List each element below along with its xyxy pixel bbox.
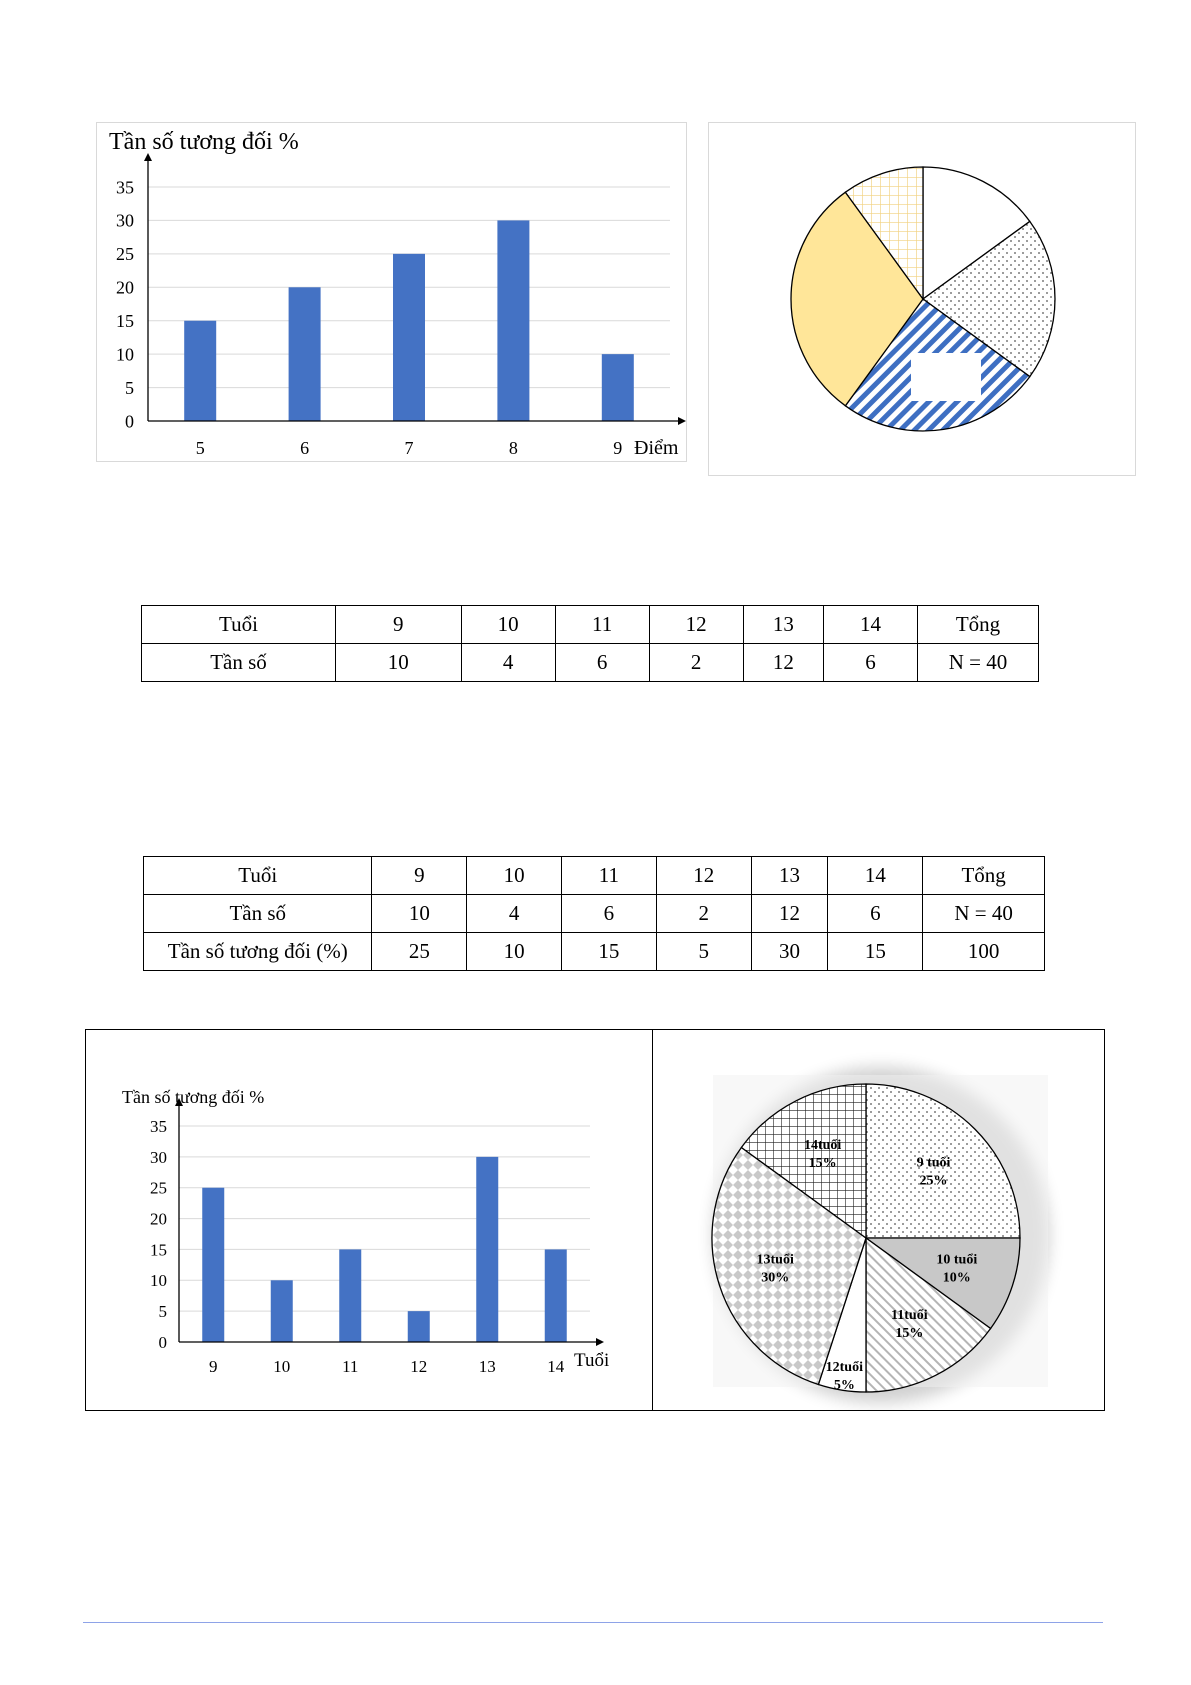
bar xyxy=(408,1311,430,1342)
slice-percent: 15% xyxy=(895,1326,924,1342)
table-cell: 10 xyxy=(335,644,461,682)
bar xyxy=(393,254,425,421)
y-tick-label: 15 xyxy=(116,311,134,332)
table-cell: 9 xyxy=(335,606,461,644)
slice-label: 9 tuổi xyxy=(916,1155,951,1171)
y-tick-label: 20 xyxy=(116,277,134,298)
table-cell: 11 xyxy=(562,857,657,895)
pie-chart-scores xyxy=(709,123,1135,475)
footer-rule xyxy=(83,1622,1103,1623)
x-tick-label: 8 xyxy=(508,438,518,458)
row-header-cell: Tần số tương đối (%) xyxy=(144,933,372,971)
x-tick-label: 14 xyxy=(547,1357,565,1376)
table-cell: 15 xyxy=(828,933,923,971)
table-cell: Tổng xyxy=(923,857,1045,895)
bar xyxy=(289,287,321,421)
x-tick-label: 9 xyxy=(613,438,623,458)
table-cell: 4 xyxy=(461,644,555,682)
row-header-cell: Tuổi xyxy=(142,606,336,644)
x-tick-label: 10 xyxy=(273,1357,291,1376)
table-row xyxy=(144,857,1045,895)
y-tick-label: 10 xyxy=(150,1271,167,1291)
bar xyxy=(476,1157,498,1342)
slice-label: 10 tuổi xyxy=(936,1252,978,1268)
table-cell: 30 xyxy=(751,933,828,971)
chart-title: Tần số tương đối % xyxy=(109,129,299,155)
table-cell: 12 xyxy=(656,857,751,895)
y-tick-label: 35 xyxy=(116,177,134,198)
y-tick-label: 15 xyxy=(150,1240,167,1260)
y-tick-label: 30 xyxy=(116,210,134,231)
table-row xyxy=(142,606,1039,644)
table-cell: 11 xyxy=(555,606,649,644)
slice-label: 14tuổi xyxy=(803,1137,842,1153)
table-cell: 12 xyxy=(649,606,743,644)
relative-frequency-table xyxy=(143,856,1045,971)
slice-label: 11tuổi xyxy=(891,1308,928,1324)
row-header-cell: Tần số xyxy=(144,895,372,933)
y-tick-label: 35 xyxy=(150,1116,167,1136)
table-cell: 2 xyxy=(656,895,751,933)
table-cell: N = 40 xyxy=(917,644,1038,682)
table-row xyxy=(144,895,1045,933)
x-tick-label: 6 xyxy=(300,438,310,458)
y-tick-label: 25 xyxy=(150,1178,167,1198)
table-cell: 12 xyxy=(751,895,828,933)
y-tick-label: 25 xyxy=(116,244,134,265)
x-tick-label: 11 xyxy=(342,1357,359,1376)
bar xyxy=(497,220,529,421)
bar-chart-scores xyxy=(97,123,686,461)
table-cell: 5 xyxy=(656,933,751,971)
row-header-cell: Tuổi xyxy=(144,857,372,895)
table-cell: 6 xyxy=(555,644,649,682)
slice-percent: 15% xyxy=(808,1155,837,1171)
slice-percent: 5% xyxy=(833,1377,855,1393)
slice-label: 12tuổi xyxy=(825,1359,863,1375)
row-header-cell: Tần số xyxy=(142,644,336,682)
bar xyxy=(184,321,216,421)
table-cell: 9 xyxy=(372,857,467,895)
x-tick-label: 7 xyxy=(404,438,414,458)
y-tick-label: 30 xyxy=(150,1147,167,1167)
table-cell: Tổng xyxy=(917,606,1038,644)
x-axis-label: Tuổi xyxy=(574,1350,610,1371)
table-cell: 100 xyxy=(923,933,1045,971)
table-row xyxy=(144,933,1045,971)
slice-percent: 10% xyxy=(942,1270,971,1286)
y-tick-label: 5 xyxy=(158,1302,167,1322)
x-tick-label: 12 xyxy=(410,1357,428,1376)
table-cell: 10 xyxy=(461,606,555,644)
table-cell: 13 xyxy=(743,606,823,644)
bar xyxy=(271,1280,293,1342)
table-cell: 10 xyxy=(372,895,467,933)
y-tick-label: 0 xyxy=(158,1332,167,1352)
pie-chart-ages xyxy=(653,1030,1104,1410)
y-tick-label: 10 xyxy=(116,344,134,365)
table-row xyxy=(142,644,1039,682)
table-cell: N = 40 xyxy=(923,895,1045,933)
x-tick-label: 5 xyxy=(195,438,205,458)
bar xyxy=(602,354,634,421)
table-cell: 4 xyxy=(467,895,562,933)
frequency-table xyxy=(141,605,1039,682)
table-cell: 6 xyxy=(823,644,917,682)
x-axis-arrow xyxy=(596,1338,604,1346)
bottom-charts-box xyxy=(85,1029,1105,1411)
pie-chart-panel-top xyxy=(708,122,1136,476)
y-tick-label: 0 xyxy=(125,411,134,432)
table-cell: 14 xyxy=(828,857,923,895)
bar xyxy=(339,1249,361,1342)
bar xyxy=(545,1249,567,1342)
slice-percent: 30% xyxy=(761,1270,790,1286)
x-axis-arrow xyxy=(678,417,686,425)
y-tick-label: 5 xyxy=(125,377,134,398)
table-cell: 14 xyxy=(823,606,917,644)
table-cell: 15 xyxy=(562,933,657,971)
table-cell: 2 xyxy=(649,644,743,682)
slice-percent: 25% xyxy=(919,1173,948,1189)
x-tick-label: 13 xyxy=(478,1357,496,1376)
table-cell: 25 xyxy=(372,933,467,971)
bar xyxy=(202,1188,224,1342)
table-cell: 12 xyxy=(743,644,823,682)
table-cell: 6 xyxy=(562,895,657,933)
label-placeholder-box xyxy=(911,353,981,401)
chart-title: Tần số tương đối % xyxy=(122,1087,265,1107)
x-tick-label: 9 xyxy=(209,1357,218,1376)
y-tick-label: 20 xyxy=(150,1209,167,1229)
bar-chart-panel-top xyxy=(96,122,687,462)
table-cell: 10 xyxy=(467,857,562,895)
bar-chart-ages xyxy=(86,1030,651,1410)
table-cell: 6 xyxy=(828,895,923,933)
table-cell: 10 xyxy=(467,933,562,971)
x-axis-label: Điểm xyxy=(634,437,679,459)
table-cell: 13 xyxy=(751,857,828,895)
slice-label: 13tuổi xyxy=(756,1252,794,1268)
